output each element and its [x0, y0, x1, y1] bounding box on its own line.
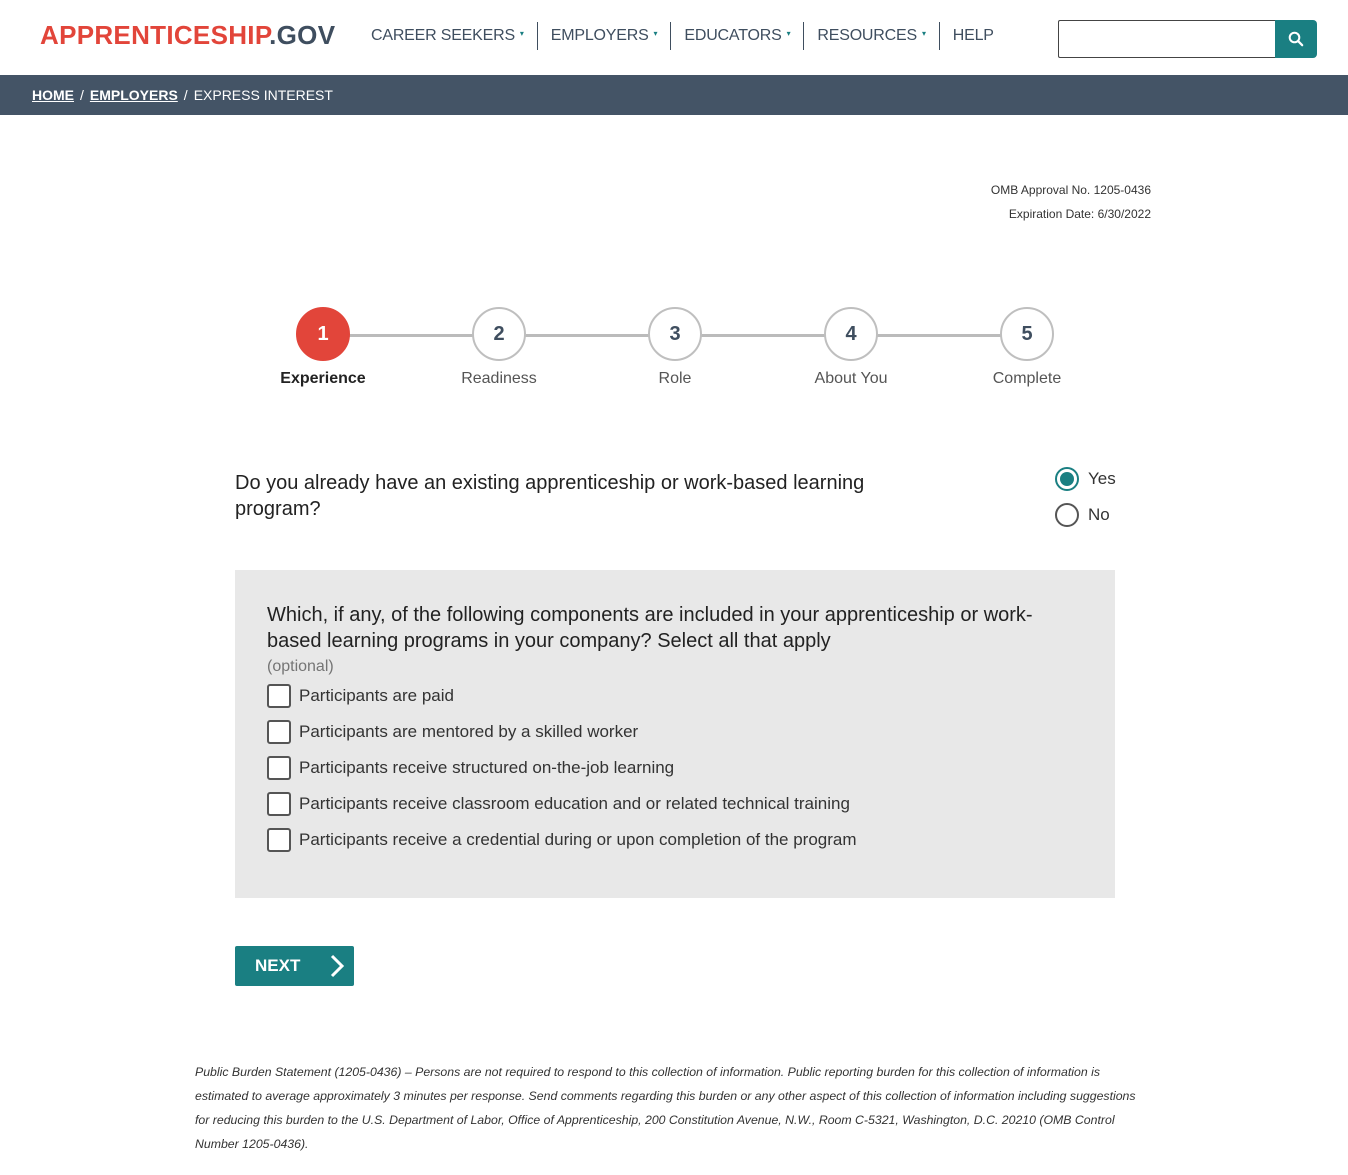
step-number: 3: [648, 307, 702, 361]
breadcrumb-employers[interactable]: EMPLOYERS: [89, 87, 178, 103]
public-burden-statement: Public Burden Statement (1205-0436) – Persons are not required to respond to this collection of information. Public reporting burden for this collection of information is estimated to average approximately 3 minutes per response. Send comments regarding this burden or any other aspect of this collection of information including suggestions for reducing this burden to the U.S. Department of Labor, Office of Apprenticeship, 200 Constitution Avenue, N.W., Room C-5321, Washington, D.C. 20210 (OMB Control Number 1205-0436).: [195, 1065, 1136, 1151]
nav-resources[interactable]: [804, 22, 939, 50]
site-header: [0, 0, 1348, 75]
step-label: Experience: [280, 370, 366, 387]
logo-text-primary: APPRENTICESHIP: [40, 20, 270, 50]
caret-down-icon: ▾: [519, 28, 524, 38]
chevron-right-icon: [328, 954, 346, 978]
nav-career-seekers[interactable]: [358, 22, 538, 50]
checkbox-label: Participants are paid: [299, 686, 454, 705]
checkbox-box[interactable]: [267, 828, 291, 852]
next-button[interactable]: [235, 946, 354, 986]
nav-label: CAREER SEEKERS: [371, 27, 515, 44]
checkbox-credential[interactable]: [267, 828, 1083, 852]
step-number: 4: [824, 307, 878, 361]
radio-option-no[interactable]: [1055, 503, 1116, 527]
radio-option-yes[interactable]: [1055, 467, 1116, 491]
caret-down-icon: ▾: [786, 28, 791, 38]
question-existing-program: Do you already have an existing apprenticeship or work-based learning program?: [235, 472, 865, 520]
breadcrumb-separator: /: [80, 87, 84, 103]
checkbox-label: Participants are mentored by a skilled worker: [299, 722, 639, 741]
step-role: [587, 307, 763, 388]
step-complete: [939, 307, 1115, 388]
nav-educators[interactable]: [671, 22, 804, 50]
nav-label: EDUCATORS: [684, 27, 782, 44]
step-label: Role: [658, 370, 692, 387]
step-label: Complete: [992, 370, 1062, 387]
checkbox-classroom[interactable]: [267, 792, 1083, 816]
question-components: Which, if any, of the following components are included in your apprenticeship or work-based learning programs in your company? Select all that apply: [267, 604, 1033, 652]
search-icon: [1288, 31, 1304, 47]
step-readiness: [411, 307, 587, 388]
radio-label-no: No: [1088, 505, 1110, 524]
breadcrumb: [0, 75, 1348, 115]
existing-program-radio-group: [1055, 467, 1116, 539]
step-number: 1: [296, 307, 350, 361]
step-about-you: [763, 307, 939, 388]
omb-info: [991, 178, 1151, 226]
nav-label: RESOURCES: [817, 27, 917, 44]
step-label: Readiness: [461, 370, 537, 387]
step-experience: [235, 307, 411, 388]
main-nav: [358, 22, 1007, 50]
nav-employers[interactable]: [538, 22, 672, 50]
search-input[interactable]: [1058, 20, 1275, 58]
radio-no[interactable]: [1055, 503, 1079, 527]
components-panel: [235, 570, 1115, 898]
logo-text-suffix: .GOV: [269, 20, 336, 50]
breadcrumb-separator: /: [183, 87, 188, 103]
step-number: 2: [472, 307, 526, 361]
caret-down-icon: ▾: [921, 28, 926, 38]
nav-label: EMPLOYERS: [550, 27, 649, 44]
radio-selected-dot: [1060, 472, 1074, 486]
checkbox-label: Participants receive classroom education and or related technical training: [299, 794, 850, 813]
search-button[interactable]: [1275, 20, 1317, 58]
caret-down-icon: ▾: [653, 28, 658, 38]
checkbox-box[interactable]: [267, 756, 291, 780]
nav-label: HELP: [952, 27, 994, 44]
radio-yes[interactable]: [1055, 467, 1079, 491]
checkbox-box[interactable]: [267, 792, 291, 816]
checkbox-box[interactable]: [267, 684, 291, 708]
omb-expiration: Expiration Date: 6/30/2022: [1008, 207, 1151, 221]
nav-help[interactable]: [940, 22, 1007, 50]
checkbox-label: Participants receive a credential during or upon completion of the program: [299, 830, 857, 849]
step-number: 5: [1000, 307, 1054, 361]
optional-label: (optional): [267, 658, 334, 675]
search-form: [1058, 20, 1317, 58]
checkbox-paid[interactable]: [267, 684, 1083, 708]
checkbox-ojt[interactable]: [267, 756, 1083, 780]
progress-stepper: [235, 307, 1115, 397]
breadcrumb-current: EXPRESS INTEREST: [193, 87, 333, 103]
omb-approval: OMB Approval No. 1205-0436: [990, 183, 1151, 197]
radio-label-yes: Yes: [1088, 469, 1116, 488]
next-label: NEXT: [255, 956, 301, 975]
checkbox-box[interactable]: [267, 720, 291, 744]
checkbox-mentored[interactable]: [267, 720, 1083, 744]
site-logo[interactable]: [40, 20, 335, 51]
breadcrumb-home[interactable]: HOME: [32, 87, 74, 103]
step-label: About You: [814, 370, 888, 387]
checkbox-label: Participants receive structured on-the-job learning: [299, 758, 675, 777]
